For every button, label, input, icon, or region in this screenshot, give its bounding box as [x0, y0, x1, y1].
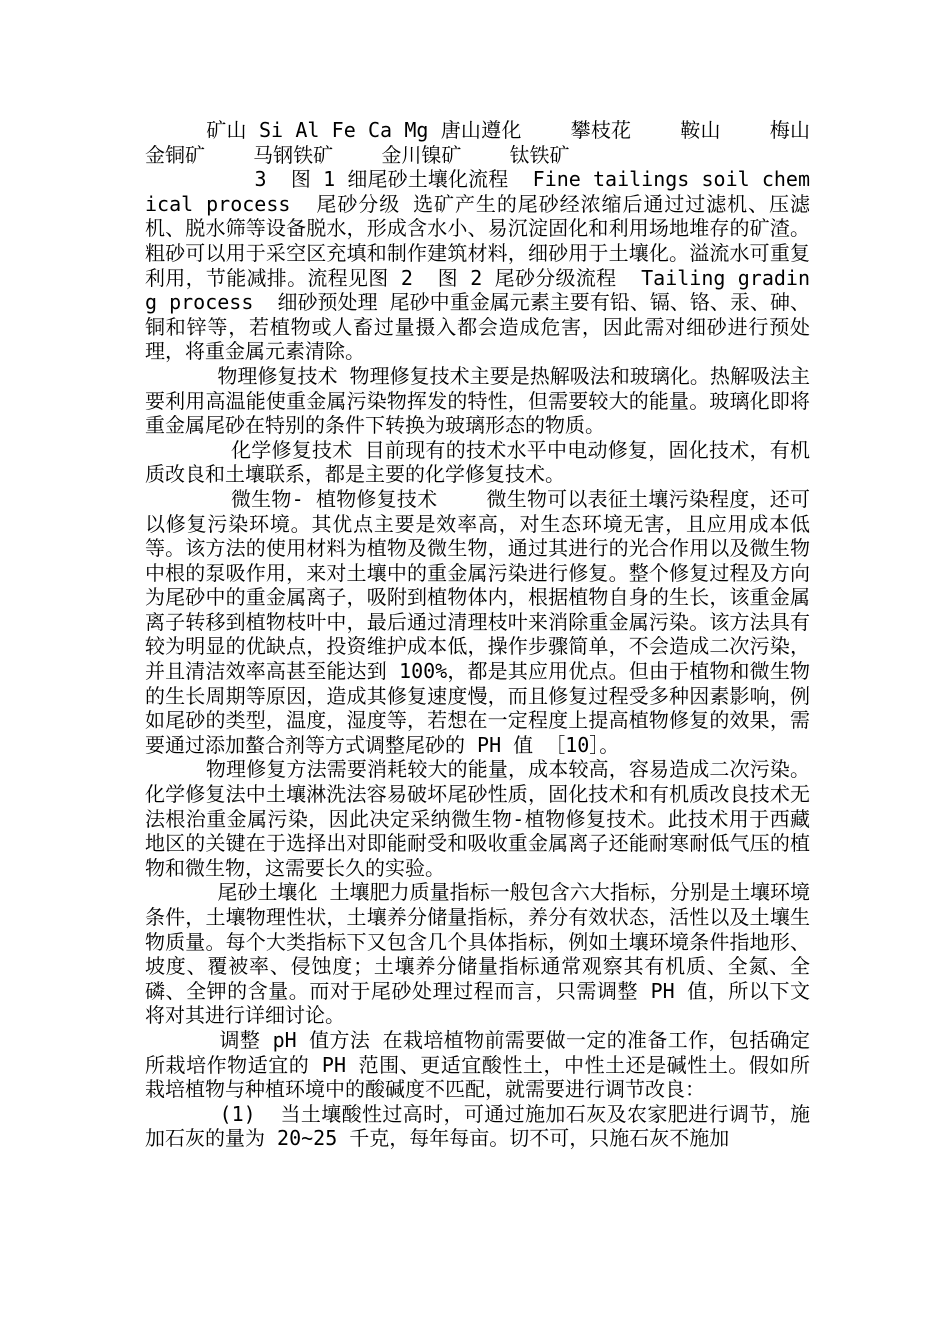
paragraph-text: 矿山 Si Al Fe Ca Mg 唐山遵化 攀枝花 鞍山 梅山金铜矿 马钢铁矿 金川镍矿 钛铁矿 — [145, 118, 810, 167]
paragraph-method-comparison — [145, 757, 810, 880]
paragraph-mine-table-row — [145, 118, 810, 167]
paragraph-microbe-plant-remediation — [145, 487, 810, 758]
indent — [145, 880, 217, 904]
indent — [145, 364, 217, 388]
paragraph-text: (1) 当土壤酸性过高时，可通过施加石灰及农家肥进行调节，施加石灰的量为 20~25 千克，每年每亩。切不可，只施石灰不施加 — [145, 1101, 810, 1151]
paragraph-text: 尾砂土壤化 土壤肥力质量指标一般包含六大指标，分别是土壤环境条件，土壤物理性状，土壤养分储量指标，养分有效状态，活性以及土壤生物质量。每个大类指标下又包含几个具体指标，例如土壤环境条件指地形、坡度、覆被率、侵蚀度；土壤养分储量指标通常观察其有机质、全氮、全磷、全钾的含量。而对于尾砂处理过程而言，只需调整 PH 值，所以下文将对其进行详细讨论。 — [145, 880, 810, 1028]
paragraph-physical-remediation — [145, 364, 810, 438]
document-page — [145, 118, 810, 1151]
paragraph-list-item-1 — [145, 1102, 810, 1151]
paragraph-text: 物理修复技术 物理修复技术主要是热解吸法和玻璃化。热解吸法主要利用高温能使重金属污染物挥发的特性，但需要较大的能量。玻璃化即将重金属尾砂在特别的条件下转换为玻璃形态的物质。 — [145, 363, 810, 438]
indent — [145, 487, 231, 511]
paragraph-text: 3 图 1 细尾砂土壤化流程 Fine tailings soil chemical process 尾砂分级 选矿产生的尾砂经浓缩后通过过滤机、压滤机、脱水筛等设备脱水，形成含水小、易沉淀固化和利用场地堆存的矿渣。粗砂可以用于采空区充填和制作建筑材料，细砂用于土壤化。溢流水可重复利用，节能减排。流程见图 2 图 2 尾砂分级流程 Tailing grading process 细砂预处理 尾砂中重金属元素主要有铅、镉、铬、汞、砷、铜和锌等，若植物或人畜过量摄入都会造成危害，因此需对细砂进行预处理，将重金属元素清除。 — [145, 167, 810, 364]
paragraph-ph-adjustment — [145, 1028, 810, 1102]
indent — [145, 1102, 220, 1126]
indent — [145, 757, 206, 781]
paragraph-soilification — [145, 880, 810, 1028]
paragraph-text: 微生物- 植物修复技术 微生物可以表征土壤污染程度，还可以修复污染环境。其优点主要是效率高，对生态环境无害，且应用成本低等。该方法的使用材料为植物及微生物，通过其进行的光合作用以及微生物中根的泵吸作用，来对土壤中的重金属污染进行修复。整个修复过程及方向为尾砂中的重金属离子，吸附到植物体内，根据植物自身的生长，该重金属离子转移到植物枝叶中，最后通过清理枝叶来消除重金属污染。该方法具有较为明显的优缺点，投资维护成本低，操作步骤简单，不会造成二次污染，并且清洁效率高甚至能达到 100%，都是其应用优点。但由于植物和微生物的生长周期等原因，造成其修复速度慢，而且修复过程受多种因素影响，例如尾砂的类型，温度，湿度等，若想在一定程度上提高植物修复的效果，需要通过添加螯合剂等方式调整尾砂的 PH 值 ［10］。 — [145, 486, 810, 757]
paragraph-text: 调整 pH 值方法 在栽培植物前需要做一定的准备工作，包括确定所栽培作物适宜的 PH 范围、更适宜酸性土，中性土还是碱性土。假如所栽培植物与种植环境中的酸碱度不匹配，就需要进行调节改良： — [145, 1027, 810, 1102]
indent — [145, 1028, 219, 1052]
paragraph-text: 化学修复技术 目前现有的技术水平中电动修复，固化技术，有机质改良和土壤联系，都是主要的化学修复技术。 — [145, 437, 810, 487]
indent — [145, 167, 254, 191]
paragraph-text: 物理修复方法需要消耗较大的能量，成本较高，容易造成二次污染。化学修复法中土壤淋洗法容易破坏尾砂性质，固化技术和有机质改良技术无法根治重金属污染，因此决定采纳微生物-植物修复技术。此技术用于西藏地区的关键在于选择出对即能耐受和吸收重金属离子还能耐寒耐低气压的植物和微生物，这需要长久的实验。 — [145, 757, 810, 880]
paragraph-chemical-remediation — [145, 438, 810, 487]
paragraph-tailing-grading — [145, 167, 810, 364]
indent — [145, 118, 206, 142]
indent — [145, 438, 231, 462]
